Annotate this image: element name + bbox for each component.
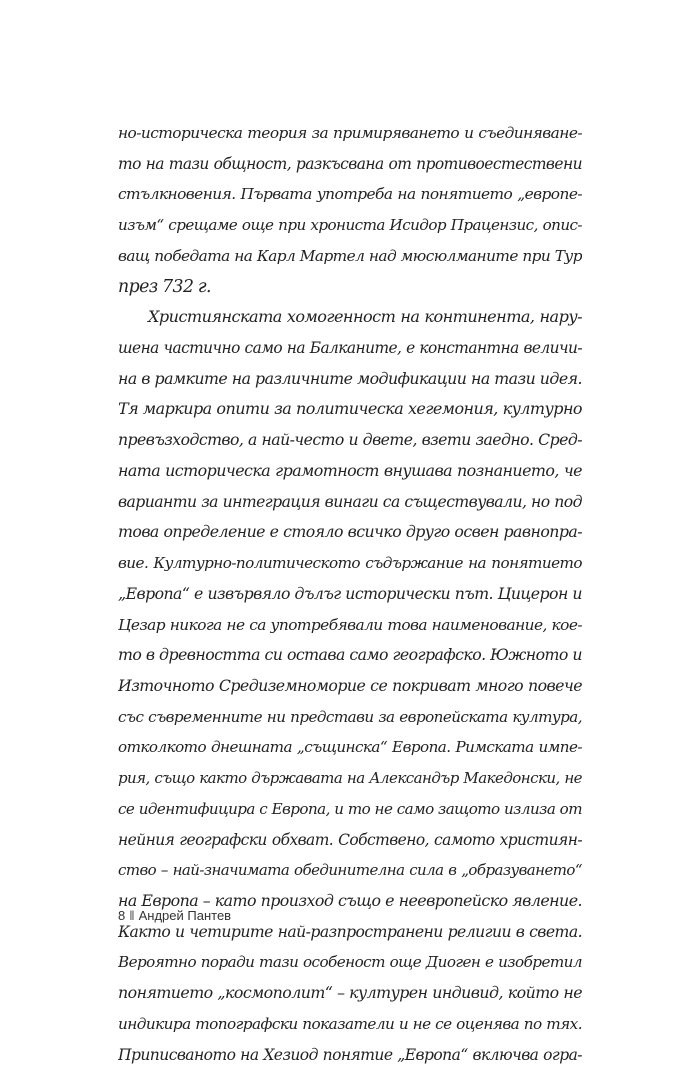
page-number: 8 — [118, 908, 126, 923]
text-line: Цезар никога не са употребявали това наименование, кое- — [118, 615, 582, 634]
text-line: на Европа – като произход също е неевропейско явление. — [118, 890, 582, 910]
text-line: рия, също както държавата на Александър Македонски, не — [118, 769, 582, 788]
text-line: но-историческа теория за примиряването и съединяване- — [118, 124, 582, 142]
author-name: Андрей Пантев — [138, 908, 232, 923]
text-line: ната историческа грамотност внушава познанието, че — [118, 460, 582, 480]
text-line: индикира топографски показатели и не се оценява по тях. — [118, 1014, 582, 1033]
text-line: стълкновения. Първата употреба на понятието „европе- — [118, 185, 582, 204]
text-line: през 732 г. — [118, 276, 211, 297]
text-line: Приписваното на Хезиод понятие „Европа“ включва огра- — [118, 1045, 582, 1064]
text-line: шена частично само на Балканите, е константна величи- — [118, 339, 582, 358]
text-line: се идентифицира с Европа, и то не само защото излиза от — [118, 799, 582, 818]
text-line: Вероятно поради тази особеност още Диоген е изобретил — [118, 953, 582, 972]
text-line: ващ победата на Карл Мартел над мюсюлманите при Тур — [118, 246, 582, 265]
body-text — [118, 118, 582, 1070]
text-line: Източното Средиземноморие се покриват много повече — [118, 675, 582, 695]
text-line: изъм“ срещаме още при хрониста Исидор Працензис, опис- — [118, 216, 582, 235]
text-line: на в рамките на различните модификации на тази идея. — [118, 368, 582, 388]
text-line: Християнската хомогенност на континента, нару- — [148, 307, 582, 327]
text-line: нейния географски обхват. Собствено, самото християн- — [118, 830, 582, 849]
text-line: варианти за интеграция винаги са съществували, но под — [118, 491, 582, 511]
text-line: то в древността си остава само географско. Южното и — [118, 645, 582, 665]
text-line: Тя маркира опити за политическа хегемония, културно — [118, 399, 582, 419]
text-line: отколкото днешната „същинска“ Европа. Римската импе- — [118, 738, 582, 757]
text-line: превъзходство, а най-често и двете, взети заедно. Сред- — [118, 430, 582, 450]
text-line: понятието „космополит“ – културен индивид, който не — [118, 983, 582, 1003]
text-line: със съвременните ни представи за европейската култура, — [118, 707, 582, 726]
text-line: то на тази общност, разкъсвана от противоестествени — [118, 154, 582, 173]
text-line: вие. Културно-политическото съдържание на понятието — [118, 554, 582, 573]
footer-separator: ‖ — [129, 908, 135, 923]
text-line: Както и четирите най-разпространени религии в света. — [118, 921, 582, 941]
text-line: това определение е стояло всичко друго освен равнопра- — [118, 522, 582, 542]
text-line: ство – най-значимата обединителна сила в „образуването“ — [118, 861, 582, 880]
page-footer — [118, 908, 231, 923]
text-line: „Европа“ е извървяло дълъг исторически път. Цицерон и — [118, 583, 582, 603]
